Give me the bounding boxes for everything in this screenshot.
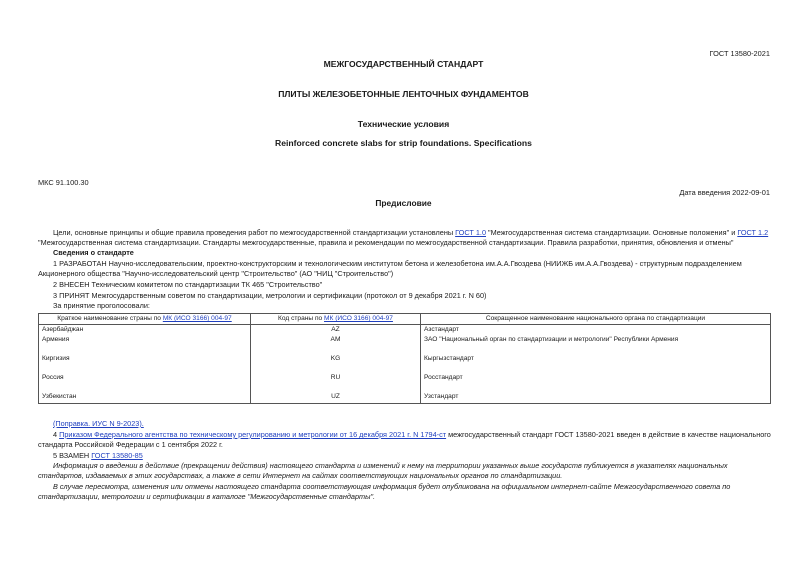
order-link[interactable]: Приказом Федерального агентства по техническому регулированию и метрологии от 16 декабря 2021 г. N 1794-ст (59, 430, 447, 439)
gost-1-2-link[interactable]: ГОСТ 1.2 (737, 228, 769, 237)
info-paragraph-1: Информация о введении в действие (прекращении действия) настоящего стандарта и изменений к нему на территории указанных выше государств публикуется в указателях национальных (53, 461, 728, 470)
code-cell: RU (251, 373, 421, 392)
mks-code: МКС 91.100.30 (38, 178, 89, 187)
document-subtitle: Технические условия (357, 119, 450, 129)
header-text: Код страны по (278, 315, 325, 322)
info-paragraph-2: В случае пересмотра, изменения или отмены настоящего стандарта соответствующая информация будет опубликована на официальном интернет-сайте Межгосударственного совета по (53, 482, 731, 491)
code-cell: AM (251, 335, 421, 354)
info-paragraph-2-cont: стандартизации, метрологии и сертификации в каталоге "Межгосударственные стандарты". (38, 492, 376, 501)
item-2-introduced: 2 ВНЕСЕН Техническим комитетом по стандартизации ТК 465 "Строительство" (53, 280, 323, 289)
header-text: Краткое наименование страны по (57, 315, 163, 322)
gost-13580-85-link[interactable]: ГОСТ 13580-85 (91, 451, 143, 460)
mk-iso-link[interactable]: МК (ИСО 3166) 004-97 (324, 315, 393, 322)
country-cell: Узбекистан (39, 392, 251, 404)
table-row (39, 373, 771, 392)
document-code: ГОСТ 13580-2021 (709, 49, 770, 58)
gost-1-0-link[interactable]: ГОСТ 1.0 (455, 228, 486, 237)
about-standard-heading: Сведения о стандарте (53, 248, 134, 257)
table-row (39, 325, 771, 335)
item-4-text: межгосударственный стандарт ГОСТ 13580-2021 введен в действие в качестве национального (446, 430, 771, 439)
item-4-number: 4 (53, 430, 60, 439)
body-cell: Росстандарт (421, 373, 771, 392)
code-cell: KG (251, 354, 421, 373)
body-cell: Азстандарт (421, 325, 771, 335)
info-paragraph-1-cont: стандартов, издаваемых в этих государствах, а также в сети Интернет на сайтах соответствующих национальных органов по стандартизации. (38, 471, 563, 480)
item-1-developer: 1 РАЗРАБОТАН Научно-исследовательским, проектно-конструкторским и технологическим институтом бетона и железобетона им.А.А.Гвоздева (НИИЖБ им.А.А.Гвоздева) - структурным подразделением (53, 259, 742, 268)
column-header-body: Сокращенное наименование национального органа по стандартизации (421, 314, 771, 325)
country-cell: Киргизия (39, 354, 251, 373)
preface-text: Цели, основные принципы и общие правила проведения работ по межгосударственной стандартизации установлены (53, 228, 456, 237)
preface-text: "Межгосударственная система стандартизации. Основные положения" и (486, 228, 738, 237)
table-row (39, 354, 771, 373)
body-cell: ЗАО "Национальный орган по стандартизации и метрологии" Республики Армения (421, 335, 771, 354)
country-cell: Азербайджан (39, 325, 251, 335)
amendment-note (53, 419, 144, 430)
code-cell: UZ (251, 392, 421, 404)
mk-iso-link[interactable]: МК (ИСО 3166) 004-97 (162, 315, 232, 322)
item-4-order-cont: стандарта Российской Федерации с 1 сентября 2022 г. (38, 440, 223, 449)
table-header-row (39, 314, 771, 325)
standard-type: МЕЖГОСУДАРСТВЕННЫЙ СТАНДАРТ (323, 59, 484, 69)
countries-table (38, 313, 771, 404)
body-cell: Кыргызстандарт (421, 354, 771, 373)
document-title-english: Reinforced concrete slabs for strip foundations. Specifications (275, 138, 532, 148)
item-4-order (53, 430, 771, 441)
country-cell: Армения (39, 335, 251, 354)
voted-label: За принятие проголосовали: (53, 301, 150, 310)
country-cell: Россия (39, 373, 251, 392)
column-header-country (39, 314, 251, 325)
amendment-link[interactable]: (Поправка. ИУС N 9-2023). (53, 419, 144, 428)
item-5-text: 5 ВЗАМЕН (53, 451, 92, 460)
introduction-date: Дата введения 2022-09-01 (679, 188, 770, 197)
preface-paragraph-1 (53, 228, 783, 239)
body-cell: Узстандарт (421, 392, 771, 404)
column-header-code (251, 314, 421, 325)
preface-paragraph-1-cont: "Межгосударственная система стандартизации. Стандарты межгосударственные, правила и рекомендации по межгосударственной стандартизации. Правила разработки, принятия, обновления и отмены" (38, 238, 734, 247)
table-row (39, 335, 771, 354)
preface-heading: Предисловие (375, 198, 432, 208)
table-row (39, 392, 771, 404)
document-title: ПЛИТЫ ЖЕЛЕЗОБЕТОННЫЕ ЛЕНТОЧНЫХ ФУНДАМЕНТОВ (278, 89, 529, 99)
item-5-replaces (53, 451, 143, 462)
code-cell: AZ (251, 325, 421, 335)
item-1-developer-cont: Акционерного общества "Научно-исследовательский центр "Строительство" (АО "НИЦ "Строительство") (38, 269, 394, 278)
item-3-adopted: 3 ПРИНЯТ Межгосударственным советом по стандартизации, метрологии и сертификации (протокол от 9 декабря 2021 г. N 60) (53, 291, 487, 300)
